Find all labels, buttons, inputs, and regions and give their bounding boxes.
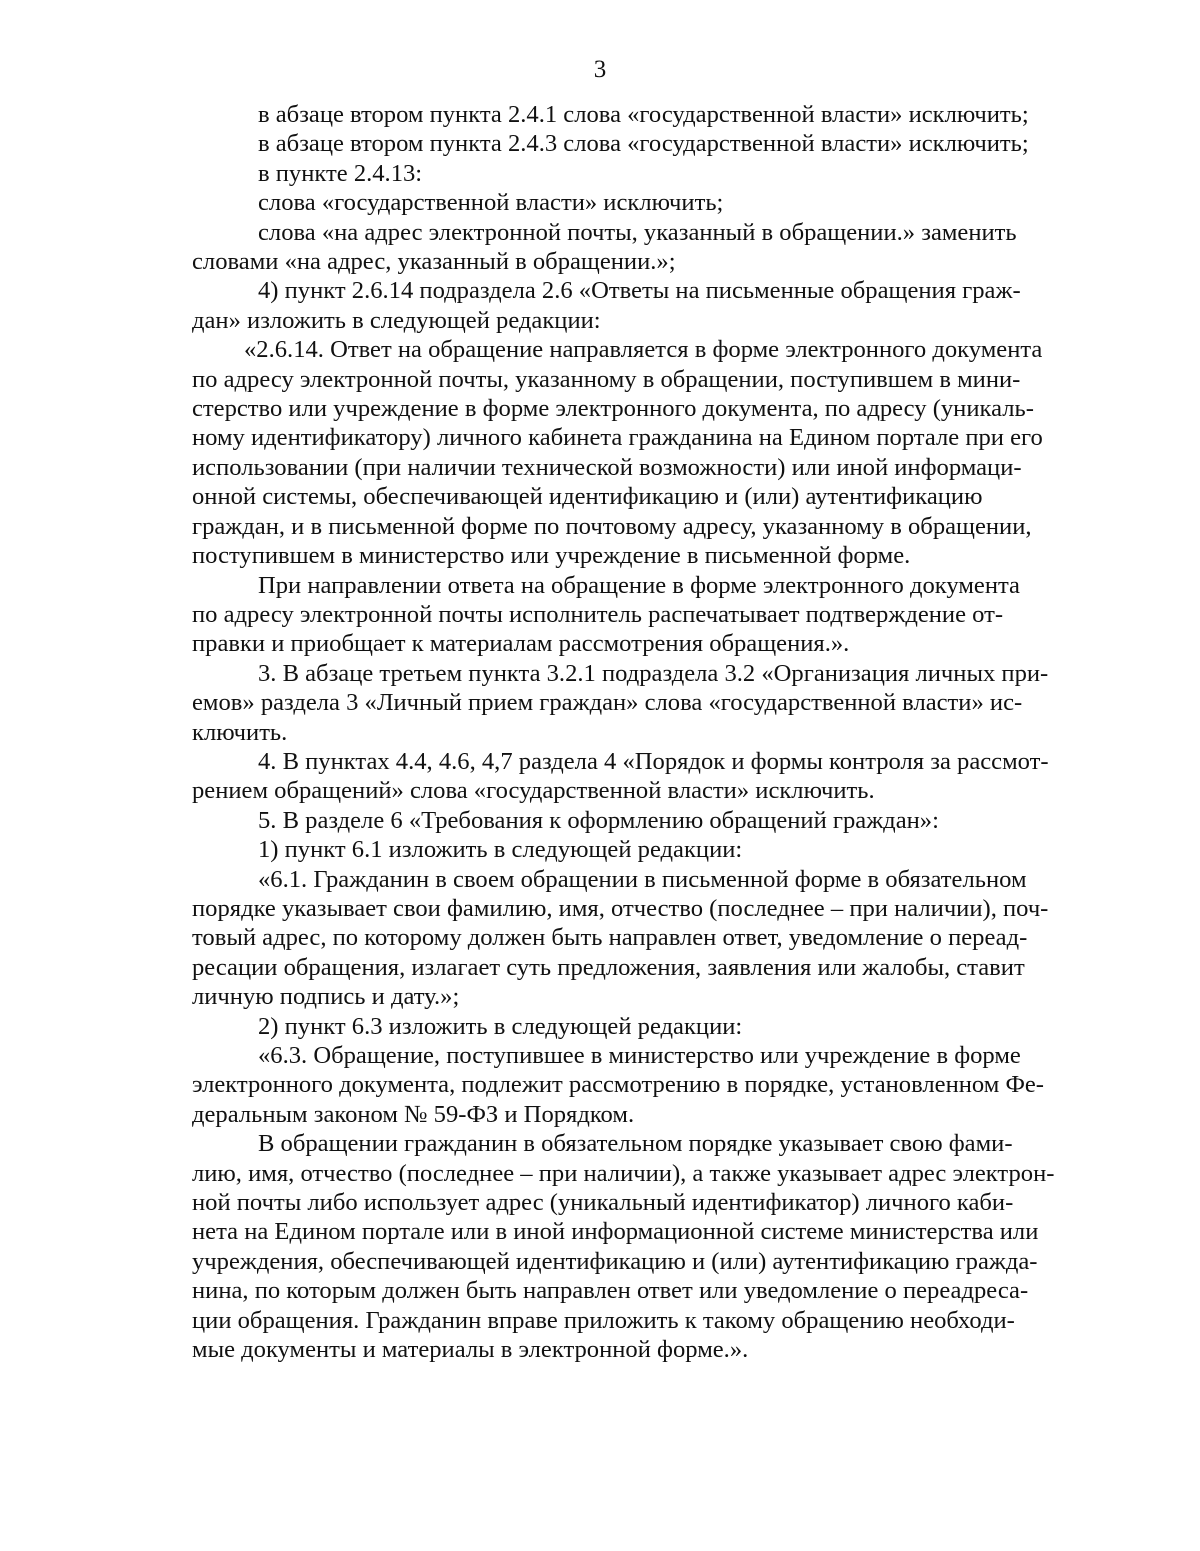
document-body xyxy=(192,100,1080,1364)
paragraph-10: 4. В пунктах 4.4, 4.6, 4,7 раздела 4 «Порядок и формы контроля за рассмот- рением обращений» слова «государственной власти» исключить. xyxy=(192,747,1049,805)
paragraph-7: «2.6.14. Ответ на обращение направляется в форме электронного документа по адресу электронной почты, указанному в обращении, поступившем в мини- стерство или учреждение в форме электронного документа, по адресу (уникаль- ному идентификатору) личного кабинета гражданина на Едином портале при его использовании (при наличии технической возможности) или иной информаци- онной системы, обеспечивающей идентификацию и (или) аутентификацию граждан, и в письменной форме по почтовому адресу, указанному в обращении, поступившем в министерство или учреждение в письменной форме. xyxy=(192,336,1043,570)
paragraph-1: в абзаце втором пункта 2.4.1 слова «государственной власти» исключить; xyxy=(258,101,1029,128)
paragraph-9: 3. В абзаце третьем пункта 3.2.1 подраздела 3.2 «Организация личных при- емов» раздела 3 «Личный прием граждан» слова «государственной власти» ис- ключить. xyxy=(192,659,1049,746)
paragraph-5: слова «на адрес электронной почты, указанный в обращении.» заменить словами «на адрес, указанный в обращении.»; xyxy=(192,218,1017,276)
paragraph-8: При направлении ответа на обращение в форме электронного документа по адресу электронной почты исполнитель распечатывает подтверждение от- правки и приобщает к материалам рассмотрения обращения.». xyxy=(192,571,1020,658)
paragraph-6: 4) пункт 2.6.14 подраздела 2.6 «Ответы на письменные обращения граж- дан» изложить в следующей редакции: xyxy=(192,277,1021,334)
page-number: 3 xyxy=(593,56,607,83)
paragraph-16: В обращении гражданин в обязательном порядке указывает свою фами- лию, имя, отчество (последнее – при наличии), а также указывает адрес электрон- ной почты либо использует адрес (уникальный идентификатор) личного каби- нета на Едином портале или в иной информационной системе министерства или учреждения, обеспечивающей идентификацию и (или) аутентификацию гражда- нина, по которым должен быть направлен ответ или уведомление о переадреса- ции обращения. Гражданин вправе приложить к такому обращению необходи- мые документы и материалы в электронной форме.». xyxy=(192,1130,1055,1364)
paragraph-3: в пункте 2.4.13: xyxy=(258,159,423,187)
paragraph-13: «6.1. Гражданин в своем обращении в письменной форме в обязательном порядке указывает свои фамилию, имя, отчество (последнее – при наличии), поч- товый адрес, по которому должен быть направлен ответ, уведомление о переад- ресации обращения, излагает суть предложения, заявления или жалобы, ставит личную подпись и дату.»; xyxy=(192,865,1049,1011)
paragraph-15: «6.3. Обращение, поступившее в министерство или учреждение в форме электронного документа, подлежит рассмотрению в порядке, установленном Фе- деральным законом № 59-ФЗ и Порядком. xyxy=(192,1042,1044,1128)
paragraph-12: 1) пункт 6.1 изложить в следующей редакции: xyxy=(258,836,743,864)
paragraph-4: слова «государственной власти» исключить; xyxy=(258,189,724,217)
paragraph-2: в абзаце втором пункта 2.4.3 слова «государственной власти» исключить; xyxy=(258,130,1029,158)
paragraph-11: 5. В разделе 6 «Требования к оформлению обращений граждан»: xyxy=(258,806,939,834)
paragraph-14: 2) пункт 6.3 изложить в следующей редакции: xyxy=(258,1012,743,1040)
